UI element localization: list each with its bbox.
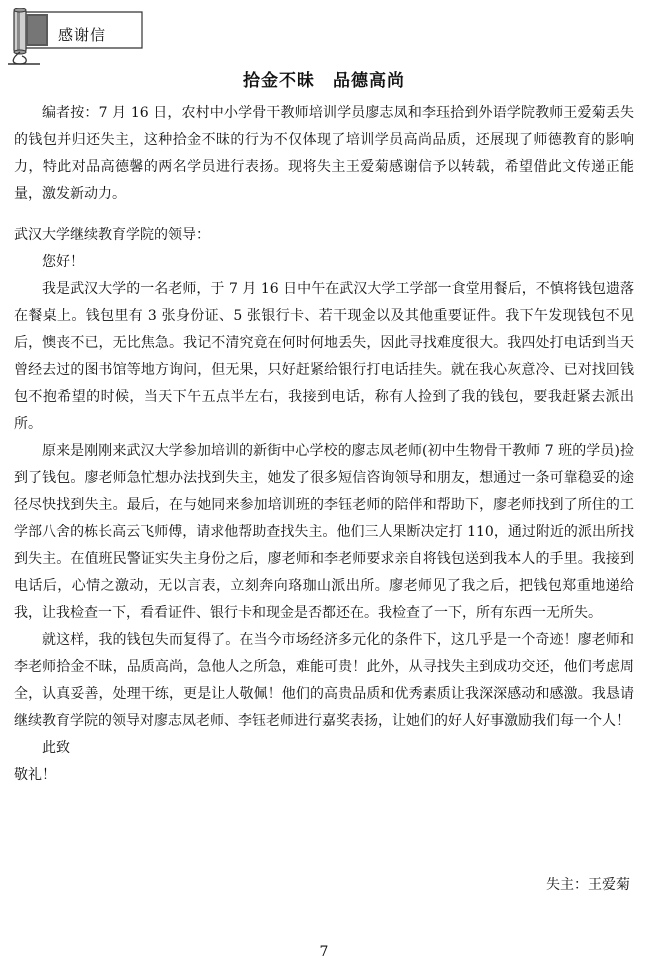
article-title: 拾金不昧 品德高尚 (243, 71, 405, 91)
banner-label: 感谢信 (58, 26, 107, 44)
paragraph-gap (14, 208, 634, 222)
article-body (14, 100, 634, 789)
letter-paragraph: 就这样，我的钱包失而复得了。在当今市场经济多元化的条件下，这几乎是一个奇迹！廖老师和李老师拾金不昧，品质高尚，急他人之所急，难能可贵！此外，从寻找失主到成功交还，他们考虑周全，认真妥善，处理干练，更是让人敬佩！他们的高贵品质和优秀素质让我深深感动和感激。我恳请继续教育学院的领导对廖志凤老师、李钰老师进行嘉奖表扬，让她们的好人好事激励我们每一个人！ (14, 632, 634, 729)
page-number: 7 (319, 944, 329, 960)
letter-paragraph: 我是武汉大学的一名老师，于 7 月 16 日中午在武汉大学工学部一食堂用餐后，不慎将钱包遗落在餐桌上。钱包里有 3 张身份证、5 张银行卡、若干现金以及其他重要证件。我下午发现钱包不见后，懊丧不已，无比焦急。我记不清究竟在何时何地丢失，因此寻找难度很大。我四处打电话到当天曾经去过的图书馆等地方询问，但无果，只好赶紧给银行打电话挂失。就在我心灰意冷、已对找回钱包不抱希望的时候，当天下午五点半左右，我接到电话，称有人捡到了我的钱包，要我赶紧去派出所。 (14, 281, 634, 432)
letter-closing-line2: 敬礼！ (14, 767, 56, 783)
editor-note: 编者按：7 月 16 日，农村中小学骨干教师培训学员廖志凤和李珏拾到外语学院教师王爱菊丢失的钱包并归还失主，这种拾金不昧的行为不仅体现了培训学员高尚品质，还展现了师德教育的影响力，特此对品高德馨的两名学员进行表扬。现将失主王爱菊感谢信予以转载，希望借此文传递正能量，激发新动力。 (14, 105, 634, 202)
letter-paragraph: 原来是刚刚来武汉大学参加培训的新街中心学校的廖志凤老师(初中生物骨干教师 7 班的学员)捡到了钱包。廖老师急忙想办法找到失主，她发了很多短信咨询领导和朋友，想通过一条可靠稳妥的途径尽快找到失主。最后，在与她同来参加培训班的李钰老师的陪伴和帮助下，廖老师找到了所住的工学部八舍的栋长高云飞师傅，请求他帮助查找失主。他们三人果断决定打 110，通过附近的派出所找到失主。在值班民警证实失主身份之后，廖老师和李老师要求亲自将钱包送到我本人的手里。我接到电话后，心情之激动，无以言表，立刻奔向珞珈山派出所。廖老师见了我之后，把钱包郑重地递给我，让我检查一下，看看证件、银行卡和现金是否都还在。我检查了一下，所有东西一无所失。 (14, 443, 634, 621)
letter-signature: 失主：王爱菊 (546, 877, 630, 893)
letter-salutation: 武汉大学继续教育学院的领导： (14, 227, 210, 243)
section-banner (6, 8, 144, 66)
letter-closing-line1: 此致 (42, 740, 70, 756)
letter-greeting: 您好！ (42, 254, 84, 270)
